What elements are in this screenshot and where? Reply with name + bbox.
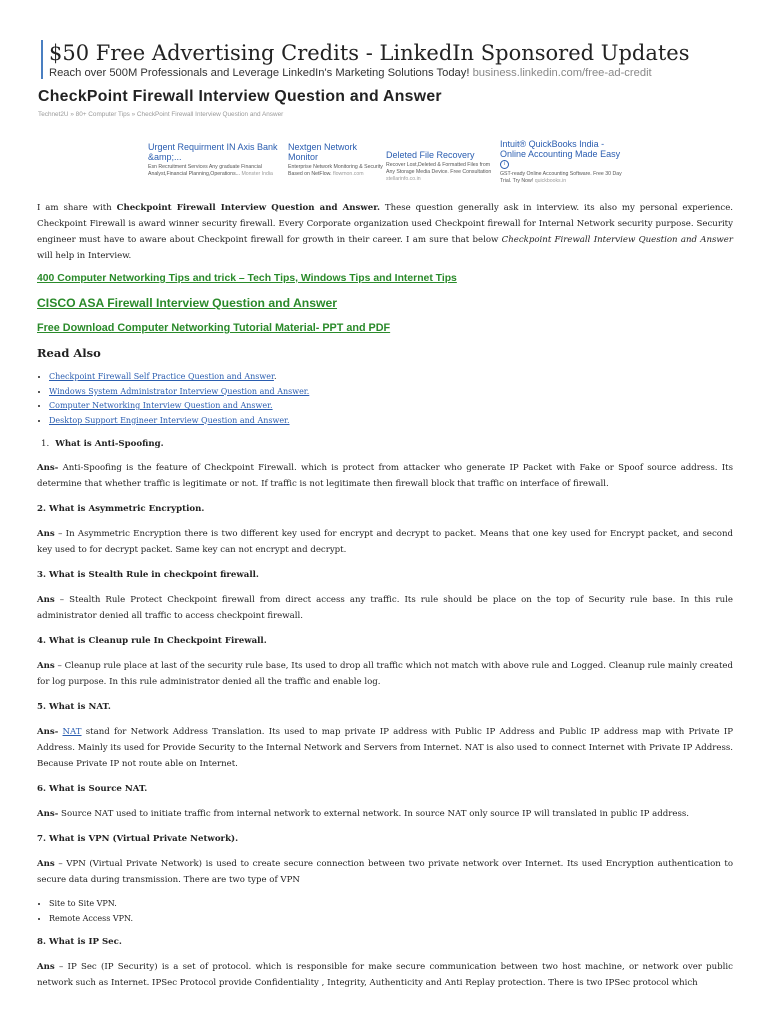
- answer-text: – IP Sec (IP Security) is a set of protocol. which is responsible for make secure communication between two host machine, or network over public network such as Internet. IPSec Protocol provide Confidentiality , Integrity, Authenticity and Anti Replay protection. There is two IPSec protocol which: [37, 962, 733, 988]
- answer-prefix: Ans: [37, 595, 55, 605]
- list-item: [49, 399, 733, 414]
- ad-subtitle-text: Reach over 500M Professionals and Leverage LinkedIn's Marketing Solutions Today!: [49, 67, 470, 79]
- list-item: • Site to Site VPN.: [49, 896, 733, 911]
- asa-interview-link[interactable]: CISCO ASA Firewall Interview Question and Answer: [37, 296, 338, 310]
- intro-paragraph: [37, 200, 733, 264]
- answer-paragraph: [37, 724, 733, 772]
- answer-text: Anti-Spoofing is the feature of Checkpoint Firewall. which is protect from attacker who generate IP Packet with Fake or Spoof source address. Its determine that whether traffic is legitimate or not. If traffic is not legitimate then firewall block that traffic on interface of firewall.: [37, 463, 733, 489]
- answer-prefix: Ans: [37, 962, 55, 972]
- ad-body-text: Enterprise Network Monitoring & Security Based on NetFlow.: [288, 164, 383, 177]
- ad-site: quickbooks.in: [534, 178, 567, 185]
- ad-site: flowmon.com: [333, 171, 364, 177]
- answer-text: – Cleanup rule place at last of the security rule base, Its used to drop all traffic which not match with above rule and Logged. Cleanup rule mainly created for log purpose. In this rule administrator denied all the traffic and enable log.: [37, 661, 733, 687]
- answer-paragraph: [37, 856, 733, 888]
- ad-body: [148, 164, 278, 178]
- ad-units: [148, 139, 628, 192]
- list-item: [49, 414, 733, 429]
- top-advertisement[interactable]: [41, 40, 749, 79]
- ad-body: [500, 171, 625, 185]
- list-item: [49, 385, 733, 400]
- read-also-link[interactable]: Windows System Administrator Interview Question and Answer.: [49, 386, 310, 396]
- question-heading: 8. What is IP Sec.: [37, 937, 122, 947]
- read-also-link[interactable]: Desktop Support Engineer Interview Question and Answer.: [49, 415, 290, 425]
- question-number: 1.: [41, 439, 50, 449]
- ad-site: stellarinfo.co.in: [386, 176, 421, 182]
- ad-body: [386, 162, 498, 183]
- ad-body: [288, 164, 384, 178]
- intro-italic: Checkpoint Firewall Interview Question and Answer: [501, 235, 733, 245]
- question-heading: 5. What is NAT.: [37, 702, 111, 712]
- answer-text: Source NAT used to initiate traffic from internal network to external network. In source NAT only source IP will translated in public IP address.: [58, 809, 689, 819]
- ad-unit[interactable]: [148, 142, 278, 178]
- question-heading: 7. What is VPN (Virtual Private Network).: [37, 834, 239, 844]
- answer-prefix: Ans: [37, 661, 55, 671]
- question-heading: 3. What is Stealth Rule in checkpoint firewall.: [37, 570, 259, 580]
- ad-unit[interactable]: [288, 142, 384, 178]
- vpn-type-list: [37, 896, 733, 926]
- read-also-link[interactable]: Computer Networking Interview Question and Answer.: [49, 401, 273, 410]
- answer-paragraph: [37, 959, 733, 991]
- answer-text: – Stealth Rule Protect Checkpoint firewall from direct access any traffic. Its rule should be place on the top of Security rule base. In this rule administrator denied all traffic to access checkpoint firewall.: [37, 595, 733, 621]
- answer-text: stand for Network Address Translation. Its used to map private IP address with Public IP Address and Public IP address map with Private IP Address. Mainly its used for Provide Security to the Internal Network and Servers from Internet. NAT is also used to connect Internet with Private IP Address. Because Private IP not route able on Internet.: [37, 727, 734, 769]
- info-icon[interactable]: i: [500, 160, 509, 169]
- answer-paragraph: [37, 592, 733, 624]
- read-also-link[interactable]: Checkpoint Firewall Self Practice Question and Answer: [49, 372, 274, 381]
- ad-body-text: Esn Recruitment Services Any graduate Financial Analyst,Financial Planning,Operations...: [148, 164, 262, 177]
- ad-title[interactable]: [500, 139, 625, 169]
- page-title: CheckPoint Firewall Interview Question and Answer: [38, 88, 442, 105]
- answer-prefix: Ans-: [37, 809, 59, 819]
- ad-body-text: GST-ready Online Accounting Software. Free 30 Day Trial. Try Now!: [500, 171, 622, 185]
- question-heading: [37, 436, 733, 452]
- list-item: • Checkpoint Firewall Self Practice Question and Answer.: [49, 370, 733, 385]
- intro-bold: Checkpoint Firewall Interview Question and Answer.: [116, 203, 380, 213]
- answer-paragraph: [37, 526, 733, 558]
- ad-headline[interactable]: $50 Free Advertising Credits - LinkedIn Sponsored Updates: [49, 41, 690, 65]
- tips-link[interactable]: 400 Computer Networking Tips and trick – Tech Tips, Windows Tips and Internet Tips: [37, 273, 457, 284]
- breadcrumb[interactable]: Technet2U » 80+ Computer Tips » CheckPoint Firewall Interview Question and Answer: [38, 111, 284, 118]
- answer-paragraph: [37, 658, 733, 690]
- answer-prefix: Ans: [37, 859, 55, 869]
- question-heading: 4. What is Cleanup rule In Checkpoint Firewall.: [37, 636, 267, 646]
- ad-title[interactable]: Nextgen Network Monitor: [288, 142, 358, 162]
- answer-text: – In Asymmetric Encryption there is two different key used for encrypt and decrypt to packet. Means that one key used for Encrypt packet, and second key used to for decrypt packet. Same key can not encrypt and decrypt.: [37, 529, 733, 555]
- answer-paragraph: [37, 460, 733, 492]
- intro-text: I am share with: [37, 203, 117, 213]
- answer-prefix: Ans-: [37, 727, 59, 737]
- article-body: [37, 200, 733, 991]
- question-heading: 2. What is Asymmetric Encryption.: [37, 504, 205, 514]
- answer-prefix: Ans: [37, 529, 55, 539]
- tutorial-download-link[interactable]: Free Download Computer Networking Tutorial Material- PPT and PDF: [37, 322, 391, 334]
- question-heading: 6. What is Source NAT.: [37, 784, 148, 794]
- ad-title-text[interactable]: Intuit® QuickBooks India - Online Accounting Made Easy: [500, 139, 621, 159]
- ad-site: Monster India: [241, 171, 273, 177]
- answer-text: – VPN (Virtual Private Network) is used to create secure connection between two private network over Internet. Its used Encryption authentication to secure data during transmission. There are two type of VPN: [37, 859, 733, 885]
- ad-unit[interactable]: [500, 139, 625, 185]
- answer-paragraph: [37, 806, 733, 822]
- list-item: • Remote Access VPN.: [49, 911, 733, 926]
- nat-link[interactable]: NAT: [62, 727, 82, 737]
- ad-body-text: Recover Lost,Deleted & Formatted Files from Any Storage Media Device. Free Consultation: [386, 162, 492, 175]
- read-also-heading: Read Also: [37, 346, 101, 360]
- answer-prefix: Ans-: [37, 463, 59, 473]
- question-text: What is Anti-Spoofing.: [55, 439, 164, 449]
- ad-title[interactable]: Urgent Requirment IN Axis Bank &amp;...: [148, 142, 278, 162]
- ad-url[interactable]: business.linkedin.com/free-ad-credit: [472, 67, 652, 79]
- intro-text: will help in Interview.: [37, 251, 132, 261]
- ad-title[interactable]: Deleted File Recovery: [386, 150, 475, 160]
- ad-unit[interactable]: [386, 150, 498, 183]
- read-also-list: [37, 370, 733, 428]
- ad-subtitle: [49, 67, 749, 79]
- intro-text: These question generally ask in interview. its also my personal experience. Checkpoint Firewall is award winner security firewall. Every Corporate organization used Checkpoint firewall for Internal Network security purpose. Security engineer must have to aware about Checkpoint firewall for growth in their career. I am sure that below: [37, 203, 734, 245]
